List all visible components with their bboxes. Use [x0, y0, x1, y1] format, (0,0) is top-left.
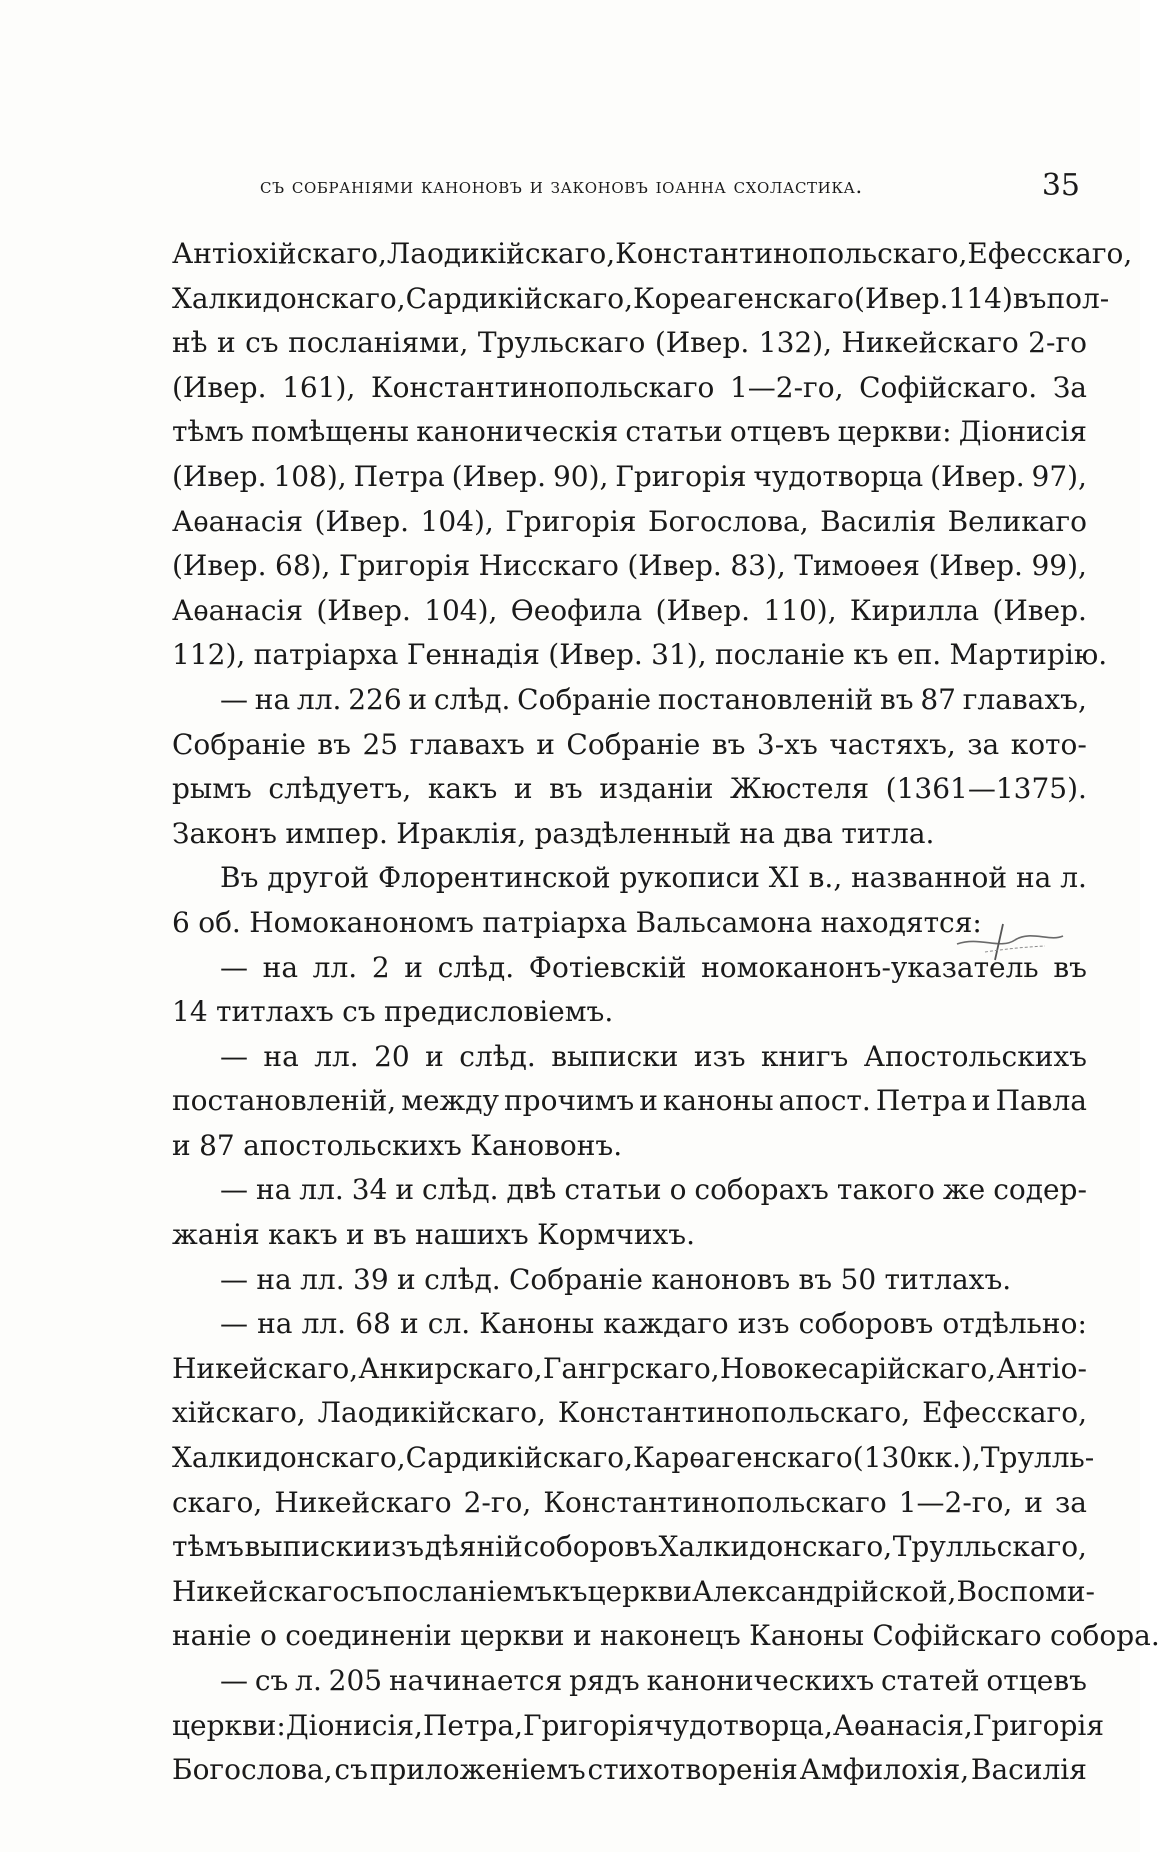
- text-line: — на лл. 226 и слѣд. Собраніе постановленій въ 87 главахъ,: [220, 682, 1087, 716]
- pen-annotation-icon: [955, 922, 1065, 962]
- text-line: Аѳанасія (Ивер. 104), Григорія Богослова, Василія Великаго: [172, 504, 1087, 538]
- paragraph: [172, 856, 1087, 945]
- text-line: тѣмъ помѣщены каноническія статьи отцевъ церкви: Діонисія: [172, 415, 1087, 449]
- text-line: 14 титлахъ съ предисловіемъ.: [172, 995, 614, 1029]
- paragraph: [172, 678, 1087, 856]
- text-line: Халкидонскаго, Сардикійскаго, Карѳагенскаго (130 кк.), Трулль-: [172, 1441, 1095, 1475]
- text-line: наніе о соединеніи церкви и наконецъ Каноны Софійскаго собора.: [172, 1619, 1160, 1653]
- text-line: — на лл. 20 и слѣд. выписки изъ книгъ Апостольскихъ: [220, 1039, 1087, 1073]
- text-line: — на лл. 39 и слѣд. Собраніе каноновъ въ 50 титлахъ.: [220, 1262, 1012, 1296]
- text-line: 112), патріарха Геннадія (Ивер. 31), посланіе къ еп. Мартирію.: [172, 638, 1108, 672]
- text-line: хійскаго, Лаодикійскаго, Константинопольскаго, Ефесскаго,: [172, 1396, 1087, 1430]
- running-head: [260, 168, 1080, 208]
- text-line: Никейскаго, Анкирскаго, Гангрскаго, Новокесарійскаго, Антіо-: [172, 1351, 1087, 1385]
- text-line: — на лл. 34 и слѣд. двѣ статьи о соборахъ такого же содер-: [220, 1173, 1087, 1207]
- text-line: 6 об. Номоканономъ патріарха Вальсамона находятся:: [172, 905, 982, 939]
- text-line: Халкидонскаго, Сардикійскаго, Кореагенскаго (Ивер. 114) въ пол-: [172, 281, 1110, 315]
- text-body: [172, 232, 1160, 1793]
- paragraph: [172, 1258, 1087, 1303]
- text-line: (Ивер. 108), Петра (Ивер. 90), Григорія чудотворца (Ивер. 97),: [172, 459, 1087, 493]
- text-line: — съ л. 205 начинается рядъ каноническихъ статей отцевъ: [220, 1664, 1087, 1697]
- text-line: рымъ слѣдуетъ, какъ и въ изданіи Жюстеля (1361—1375).: [172, 772, 1087, 806]
- page-number: 35: [1041, 168, 1080, 203]
- running-title: съ собраніями каноновъ и законовъ іоанна схоластика.: [260, 174, 863, 198]
- text-line: — на лл. 68 и сл. Каноны каждаго изъ соборовъ отдѣльно:: [220, 1307, 1087, 1341]
- text-line: скаго, Никейскаго 2-го, Константинопольскаго 1—2-го, и за: [172, 1485, 1087, 1519]
- paragraph: [172, 1168, 1087, 1257]
- text-line: (Ивер. 68), Григорія Нисскаго (Ивер. 83), Тимоѳея (Ивер. 99),: [172, 549, 1087, 583]
- text-line: тѣмъ выписки изъ дѣяній соборовъ Халкидонскаго, Трулльскаго,: [172, 1530, 1087, 1564]
- text-line: Законъ импер. Ираклія, раздѣленный на два титла.: [172, 816, 935, 850]
- text-line: церкви: Діонисія, Петра, Григорія чудотворца, Аѳанасія, Григорія: [172, 1708, 1105, 1742]
- text-line: Антіохійскаго, Лаодикійскаго, Константинопольскаго, Ефесскаго,: [172, 237, 1133, 270]
- text-line: постановленій, между прочимъ и каноны апост. Петра и Павла: [172, 1084, 1087, 1118]
- paragraph: [172, 1659, 1105, 1793]
- text-line: нѣ и съ посланіями, Трульскаго (Ивер. 132), Никейскаго 2-го: [172, 326, 1087, 360]
- text-line: — на лл. 2 и слѣд. Фотіевскій номоканонъ-указатель въ: [220, 950, 1087, 984]
- text-line: Богослова, съ приложеніемъ стихотворенія Амфилохія, Василія: [172, 1753, 1087, 1787]
- paragraph: [172, 1302, 1160, 1659]
- text-line: (Ивер. 161), Константинопольскаго 1—2-го, Софійскаго. За: [172, 370, 1087, 404]
- paragraph: [172, 946, 1087, 1035]
- text-line: Собраніе въ 25 главахъ и Собраніе въ 3-хъ частяхъ, за кото-: [172, 727, 1087, 761]
- text-line: Аѳанасія (Ивер. 104), Ѳеофила (Ивер. 110), Кирилла (Ивер.: [172, 593, 1087, 627]
- text-line: жанія какъ и въ нашихъ Кормчихъ.: [172, 1218, 696, 1252]
- text-line: Въ другой Флорентинской рукописи XI в., названной на л.: [220, 861, 1087, 895]
- paragraph: [172, 1035, 1087, 1169]
- text-line: Никейскаго съ посланіемъ къ церкви Александрійской, Воспоми-: [172, 1574, 1095, 1608]
- text-line: и 87 апостольскихъ Кановонъ.: [172, 1128, 623, 1162]
- paragraph: [172, 232, 1133, 678]
